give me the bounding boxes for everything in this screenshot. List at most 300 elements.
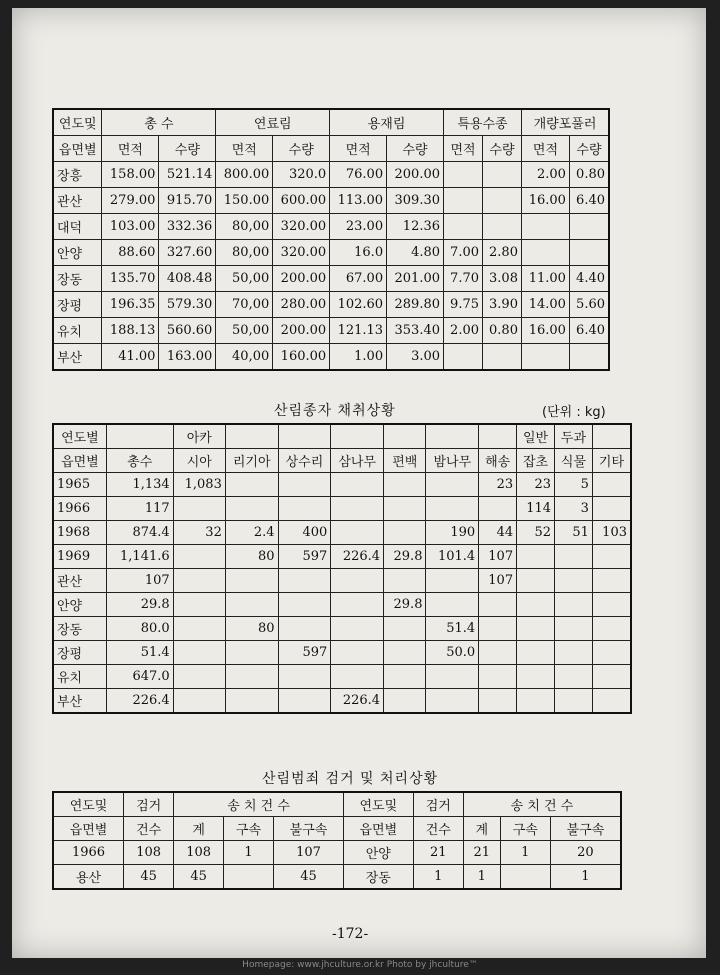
table-header-cell: 수량 [159, 136, 216, 162]
table-cell [331, 665, 384, 689]
table-cell: 353.40 [387, 318, 444, 344]
table-cell: 50,00 [216, 266, 273, 292]
table-cell: 117 [106, 497, 173, 521]
table-cell: 597 [278, 641, 331, 665]
table-cell [555, 593, 593, 617]
table-cell: 2.00 [444, 318, 483, 344]
table-cell: 280.00 [273, 292, 330, 318]
table-header-cell: 건수 [413, 817, 463, 841]
table-cell: 80,00 [216, 214, 273, 240]
table-header-row [53, 792, 621, 817]
table-cell [384, 497, 426, 521]
table-cell: 196.35 [102, 292, 159, 318]
table-header-cell: 두과 [555, 424, 593, 449]
table-cell: 부산 [53, 344, 102, 371]
table-cell: 320.0 [273, 162, 330, 188]
table-header-cell: 면적 [330, 136, 387, 162]
table-cell: 12.36 [387, 214, 444, 240]
table-cell [555, 569, 593, 593]
table-cell: 1.00 [330, 344, 387, 371]
table-cell [479, 665, 517, 689]
table-header-row [53, 449, 631, 473]
table-cell: 45 [124, 865, 174, 890]
table-cell: 102.60 [330, 292, 387, 318]
seed-collection-table [52, 423, 632, 714]
table-cell [278, 569, 331, 593]
table-cell [483, 162, 522, 188]
table-header-cell: 연도별 [53, 424, 106, 449]
table-row [53, 318, 609, 344]
table-cell [444, 188, 483, 214]
table-cell: 320.00 [273, 240, 330, 266]
table-cell: 5.60 [569, 292, 609, 318]
table-cell: 279.00 [102, 188, 159, 214]
table-cell: 190 [426, 521, 479, 545]
table-cell [517, 665, 555, 689]
table-cell [521, 240, 569, 266]
table-cell [517, 689, 555, 714]
table-cell: 103.00 [102, 214, 159, 240]
table-cell: 158.00 [102, 162, 159, 188]
table-row [53, 292, 609, 318]
table-cell: 1 [463, 865, 500, 890]
table-header-cell: 수량 [273, 136, 330, 162]
table-cell [426, 665, 479, 689]
table-cell: 20 [550, 841, 621, 865]
table-header-cell [384, 424, 426, 449]
table-cell [225, 497, 278, 521]
table-cell: 장동 [53, 266, 102, 292]
unit-label: (단위 : kg) [542, 405, 606, 420]
table-header-cell: 상수리 [278, 449, 331, 473]
table-cell [173, 689, 225, 714]
table-cell: 70,00 [216, 292, 273, 318]
table-cell [331, 641, 384, 665]
table-cell: 51.4 [106, 641, 173, 665]
table-cell: 915.70 [159, 188, 216, 214]
table-header-cell: 기타 [592, 449, 631, 473]
table-cell: 23 [517, 473, 555, 497]
table-cell [225, 569, 278, 593]
table-cell: 200.00 [387, 162, 444, 188]
table-cell: 41.00 [102, 344, 159, 371]
table-row [53, 545, 631, 569]
table-cell: 874.4 [106, 521, 173, 545]
table-cell: 2.00 [521, 162, 569, 188]
table-cell: 332.36 [159, 214, 216, 240]
table-cell [479, 617, 517, 641]
table-cell: 1,134 [106, 473, 173, 497]
table-cell: 226.4 [106, 689, 173, 714]
table-cell: 163.00 [159, 344, 216, 371]
table-header-cell: 면적 [216, 136, 273, 162]
table-header-cell: 송 치 건 수 [463, 792, 621, 817]
table-cell: 1 [223, 841, 273, 865]
table-cell: 45 [174, 865, 224, 890]
table-cell [555, 665, 593, 689]
table-row [53, 665, 631, 689]
table-cell: 4.80 [387, 240, 444, 266]
table-header-cell: 편백 [384, 449, 426, 473]
table-cell [483, 344, 522, 371]
table-header-cell [225, 424, 278, 449]
table-cell: 23 [479, 473, 517, 497]
table-cell [278, 689, 331, 714]
table-cell: 21 [463, 841, 500, 865]
table-cell: 29.8 [384, 545, 426, 569]
table-cell [384, 473, 426, 497]
table-cell [517, 569, 555, 593]
table-cell: 2.4 [225, 521, 278, 545]
table-row [53, 497, 631, 521]
table-cell: 103 [592, 521, 631, 545]
table-cell: 3.08 [483, 266, 522, 292]
table-header-cell [592, 424, 631, 449]
table-header-row [53, 136, 609, 162]
table-cell: 안양 [343, 841, 413, 865]
table-header-cell: 수량 [483, 136, 522, 162]
table-cell [278, 665, 331, 689]
table-cell: 1,083 [173, 473, 225, 497]
table-cell [592, 641, 631, 665]
table-cell: 4.40 [569, 266, 609, 292]
crime-table-title: 산림범죄 검거 및 처리상황 [262, 771, 439, 787]
table-cell: 45 [274, 865, 344, 890]
table-cell: 1 [413, 865, 463, 890]
table-cell [173, 593, 225, 617]
table-cell: 114 [517, 497, 555, 521]
table-row [53, 841, 621, 865]
table-cell: 장동 [53, 617, 106, 641]
table-header-cell: 구속 [223, 817, 273, 841]
table-cell [331, 521, 384, 545]
table-cell: 597 [278, 545, 331, 569]
table-cell [479, 593, 517, 617]
table-row [53, 865, 621, 890]
table-cell [500, 865, 550, 890]
table-cell: 대덕 [53, 214, 102, 240]
table-cell [592, 545, 631, 569]
table-cell [278, 593, 331, 617]
table-row [53, 473, 631, 497]
table-cell: 226.4 [331, 689, 384, 714]
table-cell: 부산 [53, 689, 106, 714]
table-cell: 408.48 [159, 266, 216, 292]
table-header-cell: 면적 [444, 136, 483, 162]
table-cell: 40,00 [216, 344, 273, 371]
table-cell [384, 665, 426, 689]
table-row [53, 188, 609, 214]
table-cell: 1,141.6 [106, 545, 173, 569]
table-header-cell: 시아 [173, 449, 225, 473]
table-cell: 5 [555, 473, 593, 497]
table-cell: 80,00 [216, 240, 273, 266]
table-header-cell: 읍면별 [53, 817, 124, 841]
table-cell: 107 [106, 569, 173, 593]
table-row [53, 593, 631, 617]
table-cell: 1965 [53, 473, 106, 497]
table-cell: 11.00 [521, 266, 569, 292]
table-cell: 2.80 [483, 240, 522, 266]
table-cell: 14.00 [521, 292, 569, 318]
table-cell: 135.70 [102, 266, 159, 292]
table-cell [444, 214, 483, 240]
table-header-cell: 읍면별 [53, 449, 106, 473]
table-cell [592, 497, 631, 521]
table-header-cell [106, 424, 173, 449]
table-header-cell: 삼나무 [331, 449, 384, 473]
table-cell: 16.00 [521, 318, 569, 344]
table-header-cell [331, 424, 384, 449]
table-cell: 0.80 [569, 162, 609, 188]
table-cell: 50,00 [216, 318, 273, 344]
table-cell [225, 641, 278, 665]
table-cell: 647.0 [106, 665, 173, 689]
table-cell: 7.00 [444, 240, 483, 266]
table-cell: 3 [555, 497, 593, 521]
table-cell [331, 497, 384, 521]
table-cell: 50.0 [426, 641, 479, 665]
table-cell [521, 344, 569, 371]
table-header-cell: 해송 [479, 449, 517, 473]
table-cell [331, 473, 384, 497]
table-cell: 44 [479, 521, 517, 545]
table-cell [592, 593, 631, 617]
table-cell [173, 641, 225, 665]
table-cell: 160.00 [273, 344, 330, 371]
table-cell: 3.90 [483, 292, 522, 318]
table-cell: 1 [550, 865, 621, 890]
table-cell [555, 689, 593, 714]
table-header-cell: 읍면별 [53, 136, 102, 162]
table-cell [479, 689, 517, 714]
table-cell: 80 [225, 545, 278, 569]
table-cell [426, 473, 479, 497]
table-header-cell [479, 424, 517, 449]
table-cell [592, 569, 631, 593]
table-cell [517, 593, 555, 617]
table-header-cell: 리기아 [225, 449, 278, 473]
table-cell [479, 641, 517, 665]
page-number: -172- [332, 926, 369, 942]
table-cell: 107 [479, 569, 517, 593]
table-cell: 장동 [343, 865, 413, 890]
table-cell: 327.60 [159, 240, 216, 266]
table-header-cell: 읍면별 [343, 817, 413, 841]
table-cell [517, 641, 555, 665]
table-cell [278, 497, 331, 521]
table-header-cell: 면적 [102, 136, 159, 162]
table-row [53, 240, 609, 266]
table-cell: 200.00 [273, 318, 330, 344]
table-cell [331, 593, 384, 617]
table-header-cell: 수량 [387, 136, 444, 162]
table-cell [225, 473, 278, 497]
table-cell: 579.30 [159, 292, 216, 318]
table-header-cell: 검거 [124, 792, 174, 817]
table-header-cell: 연도및 [53, 109, 102, 136]
table-header-cell: 송 치 건 수 [174, 792, 344, 817]
seed-table-title: 산림종자 채취상황 [274, 403, 396, 419]
table-cell: 1969 [53, 545, 106, 569]
table-row [53, 162, 609, 188]
table-cell [592, 473, 631, 497]
table-header-cell: 식물 [555, 449, 593, 473]
table-cell: 88.60 [102, 240, 159, 266]
table-cell [555, 545, 593, 569]
table-cell: 51.4 [426, 617, 479, 641]
table-cell: 560.60 [159, 318, 216, 344]
table-cell: 장평 [53, 292, 102, 318]
table-cell [483, 188, 522, 214]
table-header-cell: 연도및 [53, 792, 124, 817]
table-cell: 309.30 [387, 188, 444, 214]
table-header-cell: 용재림 [330, 109, 444, 136]
table-cell: 29.8 [384, 593, 426, 617]
table-header-cell: 특용수종 [444, 109, 522, 136]
table-cell [173, 545, 225, 569]
table-cell [483, 214, 522, 240]
table-cell [225, 665, 278, 689]
table-cell: 226.4 [331, 545, 384, 569]
document-page [12, 8, 706, 958]
table-cell: 67.00 [330, 266, 387, 292]
table-cell: 1966 [53, 841, 124, 865]
table-cell: 6.40 [569, 188, 609, 214]
table-cell [426, 569, 479, 593]
table-header-cell: 수량 [569, 136, 609, 162]
table-cell: 관산 [53, 188, 102, 214]
photo-credit-footer: Homepage: www.jhculture.or.kr Photo by jhculture™ [242, 960, 478, 970]
table-cell: 108 [174, 841, 224, 865]
table-cell [569, 214, 609, 240]
table-cell: 안양 [53, 240, 102, 266]
table-cell: 29.8 [106, 593, 173, 617]
table-cell [223, 865, 273, 890]
table-cell: 80.0 [106, 617, 173, 641]
table-cell: 600.00 [273, 188, 330, 214]
table-cell: 188.13 [102, 318, 159, 344]
table-cell [517, 617, 555, 641]
table-cell: 289.80 [387, 292, 444, 318]
table-row [53, 689, 631, 714]
table-row [53, 521, 631, 545]
table-cell [173, 497, 225, 521]
table-cell: 800.00 [216, 162, 273, 188]
table-cell: 108 [124, 841, 174, 865]
table-cell: 16.00 [521, 188, 569, 214]
table-cell [521, 214, 569, 240]
table-header-cell: 불구속 [274, 817, 344, 841]
table-cell [278, 473, 331, 497]
table-cell [331, 569, 384, 593]
table-cell: 관산 [53, 569, 106, 593]
table-cell: 121.13 [330, 318, 387, 344]
table-cell [278, 617, 331, 641]
table-cell [517, 545, 555, 569]
table-cell: 52 [517, 521, 555, 545]
table-cell: 200.00 [273, 266, 330, 292]
table-cell: 32 [173, 521, 225, 545]
table-cell [426, 497, 479, 521]
table-row [53, 617, 631, 641]
table-cell [569, 344, 609, 371]
table-cell [331, 617, 384, 641]
table-cell [569, 240, 609, 266]
table-cell: 21 [413, 841, 463, 865]
table-row [53, 266, 609, 292]
table-cell: 장평 [53, 641, 106, 665]
table-cell [173, 617, 225, 641]
table-header-cell: 연도및 [343, 792, 413, 817]
table-header-cell: 불구속 [550, 817, 621, 841]
table-cell [173, 665, 225, 689]
table-cell [384, 689, 426, 714]
table-cell: 400 [278, 521, 331, 545]
table-header-cell: 일반 [517, 424, 555, 449]
table-header-cell: 밤나무 [426, 449, 479, 473]
table-cell: 유치 [53, 665, 106, 689]
table-header-cell: 구속 [500, 817, 550, 841]
table-cell [592, 689, 631, 714]
table-cell [555, 617, 593, 641]
table-cell: 16.0 [330, 240, 387, 266]
table-cell [225, 593, 278, 617]
table-header-cell: 총 수 [102, 109, 216, 136]
table-cell: 113.00 [330, 188, 387, 214]
table-cell [173, 569, 225, 593]
table-header-cell: 면적 [521, 136, 569, 162]
table-cell: 3.00 [387, 344, 444, 371]
table-cell: 1968 [53, 521, 106, 545]
table-cell: 유치 [53, 318, 102, 344]
table-cell: 150.00 [216, 188, 273, 214]
table-cell: 6.40 [569, 318, 609, 344]
table-cell [555, 641, 593, 665]
table-header-cell: 계 [463, 817, 500, 841]
table-row [53, 641, 631, 665]
table-cell: 0.80 [483, 318, 522, 344]
table-cell [426, 593, 479, 617]
forest-planting-table [52, 108, 610, 371]
table-row [53, 214, 609, 240]
table-cell: 521.14 [159, 162, 216, 188]
table-header-cell: 총수 [106, 449, 173, 473]
table-header-row [53, 817, 621, 841]
table-cell [384, 617, 426, 641]
table-header-cell: 검거 [413, 792, 463, 817]
table-cell [225, 689, 278, 714]
table-cell: 1966 [53, 497, 106, 521]
table-header-row [53, 424, 631, 449]
table-cell [384, 569, 426, 593]
table-cell: 201.00 [387, 266, 444, 292]
table-cell: 51 [555, 521, 593, 545]
table-cell [384, 641, 426, 665]
table-cell [592, 665, 631, 689]
table-header-cell: 연료림 [216, 109, 330, 136]
table-cell: 용산 [53, 865, 124, 890]
table-cell [426, 689, 479, 714]
table-header-cell [278, 424, 331, 449]
table-cell [384, 521, 426, 545]
table-cell: 80 [225, 617, 278, 641]
table-cell [444, 344, 483, 371]
table-header-cell: 개량포풀러 [521, 109, 609, 136]
table-header-row [53, 109, 609, 136]
table-cell: 107 [479, 545, 517, 569]
table-cell: 320.00 [273, 214, 330, 240]
